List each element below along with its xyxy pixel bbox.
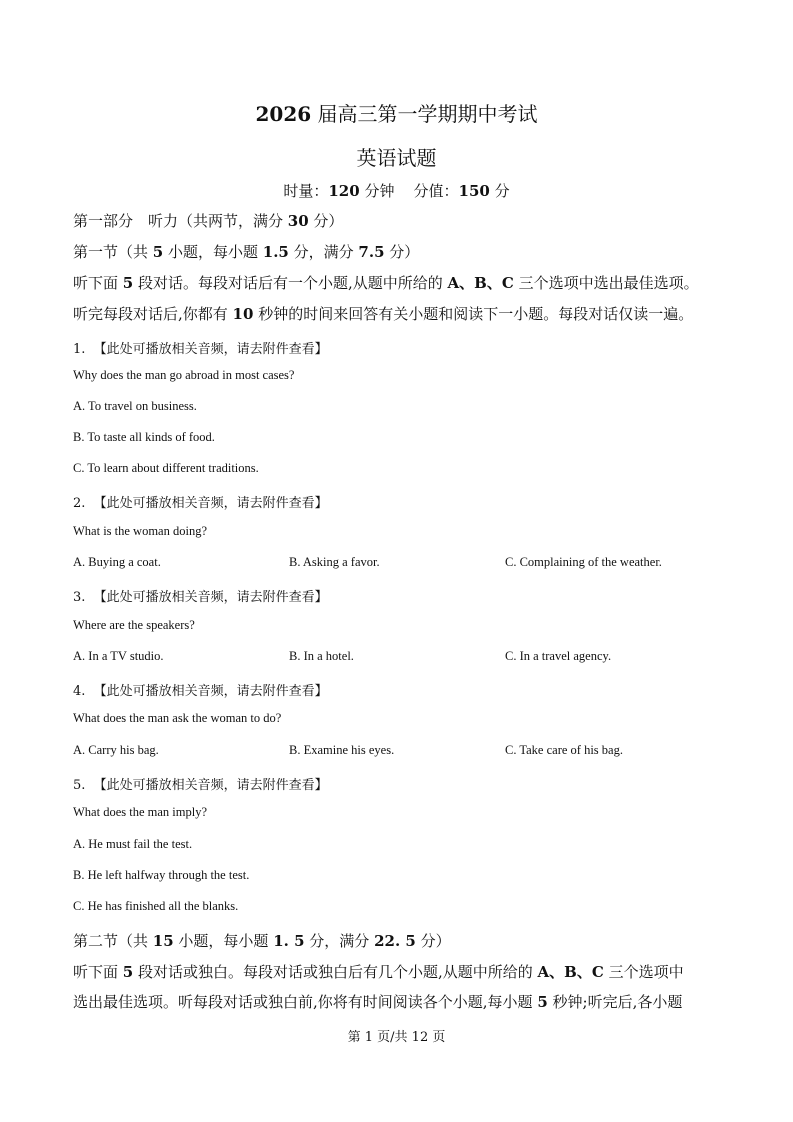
question-2-option-a[interactable]: A. Buying a coat. bbox=[73, 555, 161, 569]
section2-instruction-2: 选出最佳选项。听每段对话或独白前,你将有时间阅读各个小题,每小题 5 秒钟;听完后,各小题 bbox=[73, 993, 683, 1011]
exam-year: 2026 bbox=[255, 102, 312, 126]
question-1-option-b[interactable]: B. To taste all kinds of food. bbox=[73, 430, 215, 444]
page-footer: 第 1 页/共 12 页 bbox=[347, 1030, 446, 1045]
question-3-option-b[interactable]: B. In a hotel. bbox=[289, 649, 354, 663]
question-5-audio-note[interactable]: 5. 【此处可播放相关音频，请去附件查看】 bbox=[73, 778, 328, 793]
question-3-audio-note[interactable]: 3. 【此处可播放相关音频，请去附件查看】 bbox=[73, 590, 328, 605]
question-2-audio-note[interactable]: 2. 【此处可播放相关音频，请去附件查看】 bbox=[73, 496, 328, 511]
question-5-text: What does the man imply? bbox=[73, 805, 207, 819]
question-1-audio-note[interactable]: 1. 【此处可播放相关音频，请去附件查看】 bbox=[73, 342, 328, 357]
section2-instruction-1: 听下面 5 段对话或独白。每段对话或独白后有几个小题,从题中所给的 A、B、C 三个选项中 bbox=[73, 963, 684, 981]
section1-instruction-1: 听下面 5 段对话。每段对话后有一个小题,从题中所给的 A、B、C 三个选项中选出最佳选项。 bbox=[73, 274, 699, 292]
question-2-option-c[interactable]: C. Complaining of the weather. bbox=[505, 555, 662, 569]
question-4-option-b[interactable]: B. Examine his eyes. bbox=[289, 743, 395, 757]
exam-title bbox=[0, 98, 793, 127]
exam-title-text: 届高三第一学期期中考试 bbox=[317, 102, 538, 126]
question-2-text: What is the woman doing? bbox=[73, 524, 207, 538]
question-3-option-a[interactable]: A. In a TV studio. bbox=[73, 649, 164, 663]
section1-instruction-2: 听完每段对话后,你都有 10 秒钟的时间来回答有关小题和阅读下一小题。每段对话仅读一遍。 bbox=[73, 305, 694, 323]
question-1-text: Why does the man go abroad in most cases? bbox=[73, 368, 295, 382]
exam-meta: 时量：120 分钟 分值：150 分 bbox=[283, 182, 510, 200]
question-4-option-a[interactable]: A. Carry his bag. bbox=[73, 743, 159, 757]
question-5-option-b[interactable]: B. He left halfway through the test. bbox=[73, 868, 250, 882]
question-5-option-c[interactable]: C. He has finished all the blanks. bbox=[73, 899, 239, 913]
question-5-option-a[interactable]: A. He must fail the test. bbox=[73, 837, 193, 851]
question-4-option-c[interactable]: C. Take care of his bag. bbox=[505, 743, 623, 757]
subject-title: 英语试题 bbox=[356, 146, 437, 170]
section2-heading: 第二节（共 15 小题，每小题 1. 5 分，满分 22. 5 分） bbox=[73, 932, 451, 950]
question-1-option-c[interactable]: C. To learn about different traditions. bbox=[73, 461, 259, 475]
section1-heading: 第一节（共 5 小题，每小题 1.5 分，满分 7.5 分） bbox=[73, 243, 420, 261]
part1-heading: 第一部分 听力（共两节，满分 30 分） bbox=[73, 212, 344, 230]
question-3-option-c[interactable]: C. In a travel agency. bbox=[505, 649, 612, 663]
question-3-text: Where are the speakers? bbox=[73, 618, 195, 632]
question-1-option-a[interactable]: A. To travel on business. bbox=[73, 399, 197, 413]
question-4-audio-note[interactable]: 4. 【此处可播放相关音频，请去附件查看】 bbox=[73, 684, 328, 699]
question-4-text: What does the man ask the woman to do? bbox=[73, 711, 282, 725]
question-2-option-b[interactable]: B. Asking a favor. bbox=[289, 555, 380, 569]
